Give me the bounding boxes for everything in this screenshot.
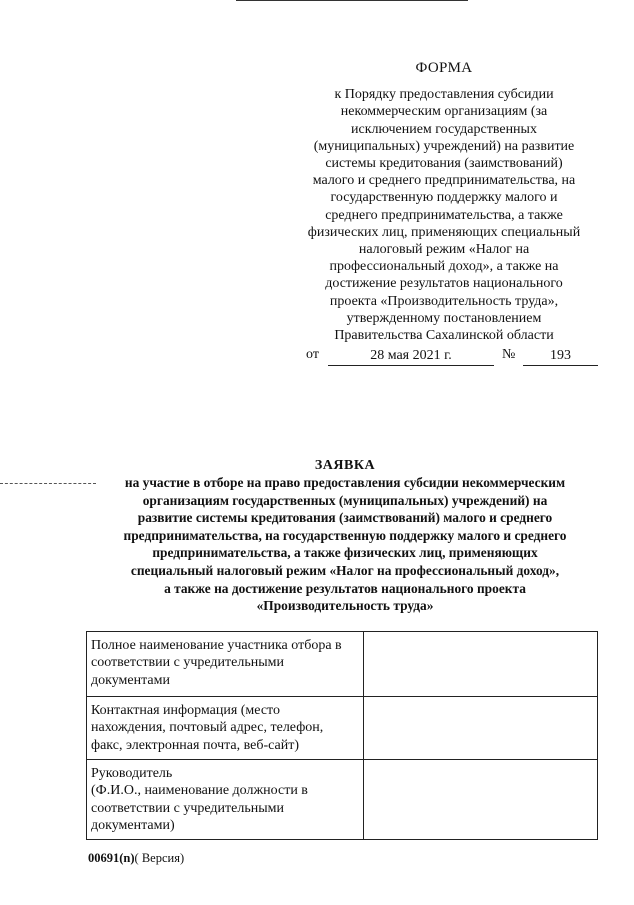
- manager-field[interactable]: [364, 760, 598, 840]
- label-line: документами: [91, 672, 170, 688]
- resolution-date: 28 мая 2021 г.: [328, 346, 494, 366]
- label-line: нахождения, почтовый адрес, телефон,: [91, 720, 324, 736]
- date-prefix: от: [306, 347, 319, 362]
- subject-line: развитие системы кредитования (заимствований) малого и среднего: [137, 510, 553, 526]
- subject-line: предпринимательства, а также физических лиц, применяющих: [152, 545, 538, 561]
- number-sign: №: [502, 347, 516, 362]
- label-line: Контактная информация (место: [91, 703, 280, 718]
- application-title: ЗАЯВКА: [314, 458, 376, 473]
- order-line: малого и среднего предпринимательства, на: [312, 173, 576, 189]
- resolution-date-row: [306, 346, 598, 366]
- order-line: достижение результатов национального: [325, 276, 563, 292]
- order-line: государственную поддержку малого и: [330, 190, 558, 206]
- label-line: документами): [91, 818, 175, 834]
- table-row: [87, 697, 598, 760]
- order-line: утвержденному постановлением: [346, 310, 542, 326]
- subject-line: на участие в отборе на право предоставления субсидии некоммерческим: [124, 475, 566, 490]
- resolution-number: 193: [523, 346, 598, 366]
- order-line: физических лиц, применяющих специальный: [307, 224, 581, 240]
- order-line: к Порядку предоставления субсидии: [334, 87, 554, 103]
- label-line: соответствии с учредительными: [91, 655, 284, 671]
- contact-info-label: [87, 697, 364, 760]
- order-line: проекта «Производительность труда»,: [329, 293, 559, 309]
- order-line: среднего предпринимательства, а также: [325, 207, 563, 223]
- manager-label: [87, 760, 364, 840]
- order-reference: [290, 86, 598, 344]
- subject-line: а также на достижение результатов национального проекта: [164, 580, 526, 596]
- label-line: Полное наименование участника отбора в: [91, 638, 342, 653]
- order-line: Правительства Сахалинской области: [334, 328, 554, 344]
- contact-info-field[interactable]: [364, 697, 598, 760]
- label-line: соответствии с учредительными: [91, 800, 284, 816]
- document-footer: [88, 851, 184, 866]
- top-rule: [236, 0, 468, 1]
- application-subject: [86, 474, 604, 615]
- order-line: профессиональный доход», а также на: [329, 259, 559, 275]
- dashed-rule: [0, 483, 96, 484]
- label-line: факс, электронная почта, веб-сайт): [91, 737, 300, 753]
- order-line: исключением государственных: [351, 121, 537, 137]
- subject-line: специальный налоговый режим «Налог на профессиональный доход»,: [130, 562, 560, 578]
- participant-name-field[interactable]: [364, 632, 598, 697]
- participant-name-label: [87, 632, 364, 697]
- document-code: 00691(n): [88, 851, 135, 865]
- form-title: ФОРМА: [415, 60, 473, 76]
- subject-line: «Производительность труда»: [256, 598, 434, 614]
- subject-line: предпринимательства, на государственную поддержку малого и среднего: [123, 527, 567, 543]
- table-row: [87, 632, 598, 697]
- order-line: системы кредитования (заимствований): [325, 156, 563, 172]
- order-line: налоговый режим «Налог на: [358, 242, 530, 258]
- order-line: (муниципальных) учреждений) на развитие: [313, 138, 575, 154]
- application-table: [86, 631, 598, 840]
- label-line: Руководитель: [91, 766, 173, 781]
- order-line: некоммерческим организациям (за: [340, 104, 548, 120]
- table-row: [87, 760, 598, 840]
- subject-line: организациям государственных (муниципальных) учреждений) на: [142, 492, 548, 508]
- document-version: ( Версия): [134, 851, 185, 865]
- form-header: [290, 60, 598, 344]
- label-line: (Ф.И.О., наименование должности в: [91, 783, 308, 799]
